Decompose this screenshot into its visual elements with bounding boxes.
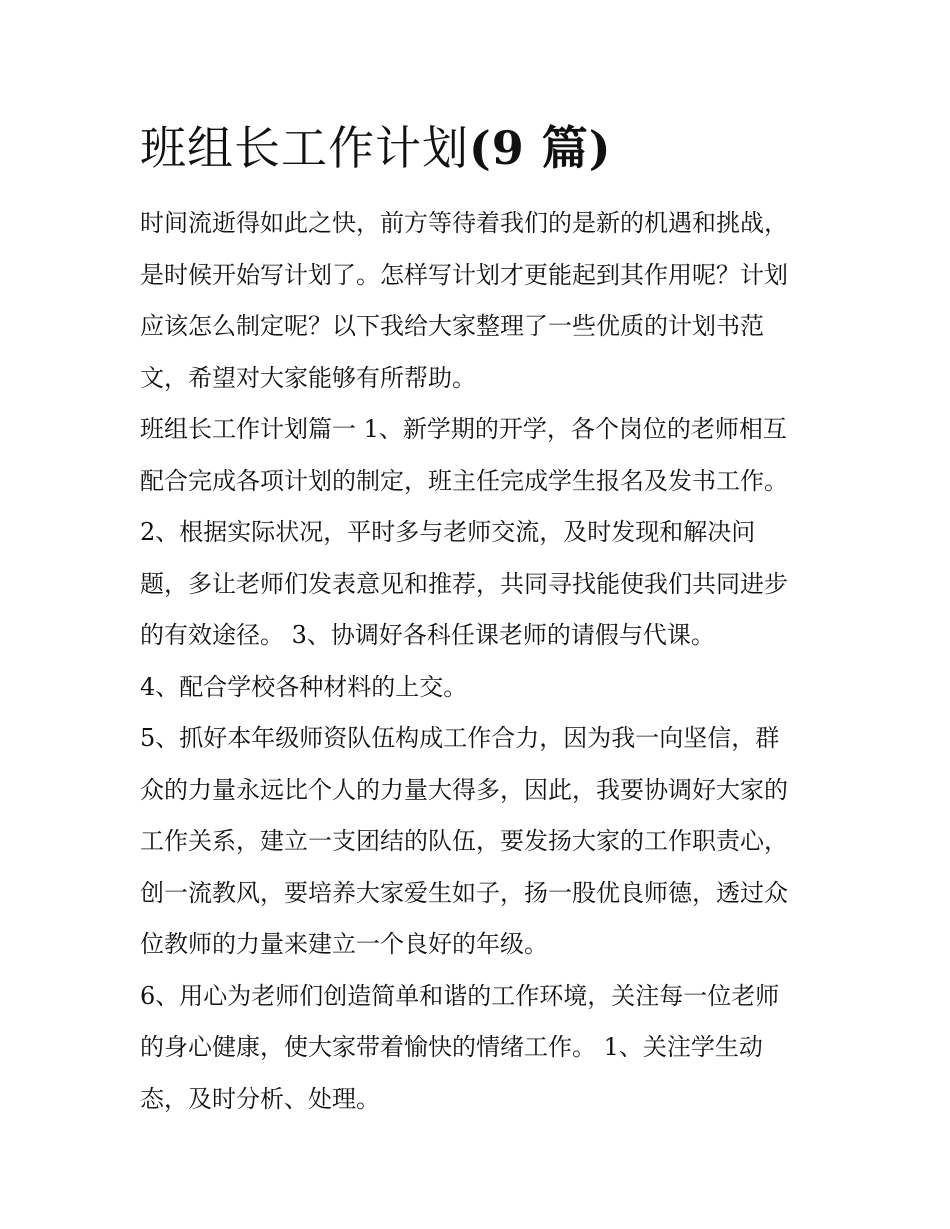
title-suffix: 篇) [524,121,612,175]
text-line: 2、根据实际状况，平时多与老师交流，及时发现和解决问 [140,518,756,546]
document-body [140,198,816,1125]
text-line: 工作关系，建立一支团结的队伍，要发扬大家的工作职责心， [140,827,788,855]
text-line: 时间流逝得如此之快，前方等待着我们的是新的机遇和挑战， [140,209,788,237]
text-line: 5、抓好本年级师资队伍构成工作合力，因为我一向坚信，群 [140,724,780,752]
text-line: 的身心健康，使大家带着愉快的情绪工作。 1、关注学生动 [140,1033,763,1061]
paragraph-item-4 [140,662,816,714]
title-main: 班组长工作计划 [140,121,469,175]
paragraph-item-5 [140,713,816,971]
text-line: 众的力量永远比个人的力量大得多，因此，我要协调好大家的 [140,775,788,804]
text-line: 应该怎么制定呢？以下我给大家整理了一些优质的计划书范 [140,312,764,340]
text-line: 班组长工作计划篇一 1、新学期的开学，各个岗位的老师相互 [140,415,787,443]
text-line: 态，及时分析、处理。 [140,1084,380,1113]
text-line: 文，希望对大家能够有所帮助。 [140,363,476,392]
text-line: 的有效途径。 3、协调好各科任课老师的请假与代课。 [140,621,715,649]
text-line: 6、用心为老师们创造简单和谐的工作环境，关注每一位老师 [140,981,780,1010]
paragraph-plan-one [140,404,816,662]
paragraph-intro [140,198,816,404]
title-number: 9 [491,121,525,175]
paragraph-item-6 [140,971,816,1126]
document-title [140,116,612,180]
title-paren-open: ( [469,121,492,175]
text-line: 位教师的力量来建立一个良好的年级。 [140,930,548,958]
text-line: 创一流教风，要培养大家爱生如子，扬一股优良师德，透过众 [140,878,788,907]
text-line: 是时候开始写计划了。怎样写计划才更能起到其作用呢？计划 [140,260,788,289]
text-line: 题，多让老师们发表意见和推荐，共同寻找能使我们共同进步 [140,569,788,598]
text-line: 配合完成各项计划的制定，班主任完成学生报名及发书工作。 [140,466,788,495]
text-line: 4、配合学校各种材料的上交。 [140,672,468,701]
